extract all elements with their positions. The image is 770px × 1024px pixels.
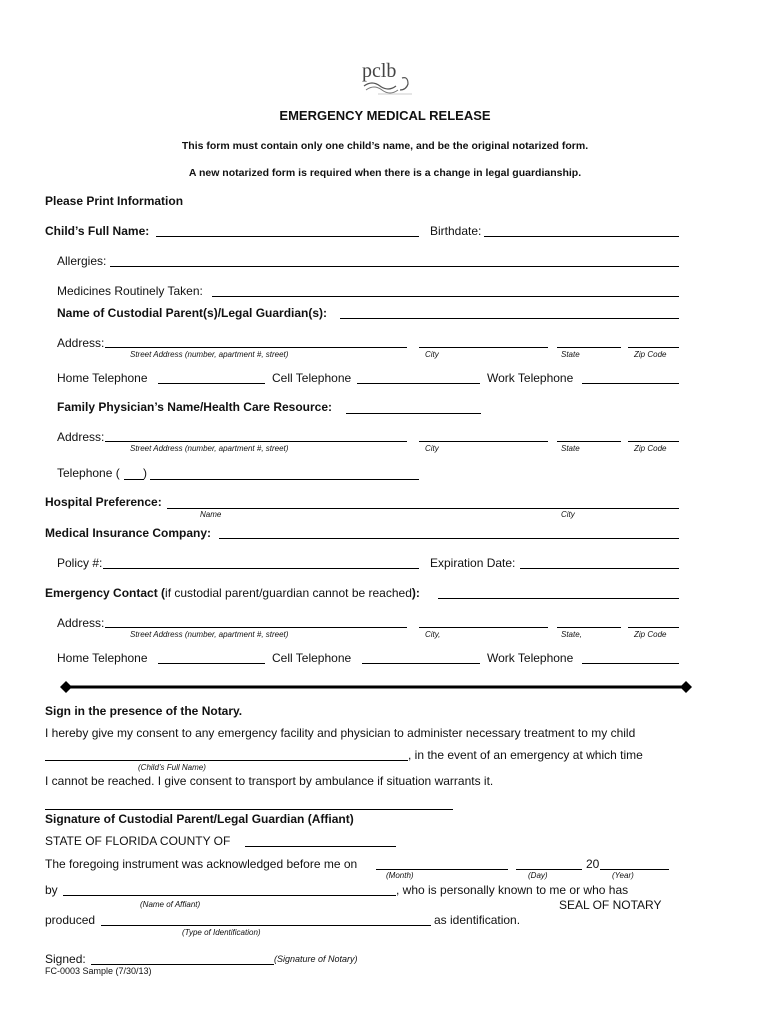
physician-city-field[interactable] [419,441,548,442]
insurance-field[interactable] [219,538,679,539]
day-caption: (Day) [528,871,548,880]
produced-label: produced [45,913,96,927]
allergies-label: Allergies: [57,254,107,268]
affiant-signature-label: Signature of Custodial Parent/Legal Guardian (Affiant) [45,812,354,826]
zip-caption: Zip Code [634,444,667,453]
hospital-field[interactable] [167,508,679,509]
emergency-street-field[interactable] [105,627,407,628]
form-id: FC-0003 Sample (7/30/13) [45,966,152,976]
emergency-home-tel-label: Home Telephone [57,651,148,665]
emergency-cell-tel-field[interactable] [362,663,480,664]
consent-line-two: , in the event of an emergency at which time [408,748,643,762]
signed-label: Signed: [45,952,86,966]
physician-telephone-field[interactable] [150,479,419,480]
guardian-street-field[interactable] [105,347,407,348]
guardian-home-tel-field[interactable] [158,383,265,384]
emergency-address-label: Address: [57,616,105,630]
logo-wave-icon [358,60,418,96]
emergency-zip-field[interactable] [628,627,679,628]
emergency-contact-field[interactable] [438,598,679,599]
city-caption: City [425,350,439,359]
physician-name-field[interactable] [346,413,481,414]
expiration-label: Expiration Date: [430,556,516,570]
physician-telephone-label: Telephone ( [57,466,120,480]
birthdate-field[interactable] [484,236,679,237]
emergency-city-field[interactable] [419,627,548,628]
logo-text: pclb [362,60,397,82]
emergency-contact-label: Emergency Contact (if custodial parent/guardian cannot be reached): [45,586,420,600]
emergency-cell-tel-label: Cell Telephone [272,651,352,665]
emergency-home-tel-field[interactable] [158,663,265,664]
street-caption: Street Address (number, apartment #, street) [130,444,289,453]
notary-signature-caption: (Signature of Notary) [274,954,358,964]
state-caption: State [561,350,580,359]
consent-line-one: I hereby give my consent to any emergency facility and physician to administer necessary treatment to my child [45,726,636,740]
identification-field[interactable] [101,925,431,926]
physician-name-label: Family Physician’s Name/Health Care Resource: [57,400,333,414]
guardian-cell-tel-label: Cell Telephone [272,371,352,385]
street-caption: Street Address (number, apartment #, street) [130,630,289,639]
form-title: EMERGENCY MEDICAL RELEASE [279,108,491,123]
identification-text: as identification. [434,913,521,927]
guardian-work-tel-label: Work Telephone [487,371,574,385]
policy-label: Policy #: [57,556,103,570]
affiant-name-caption: (Name of Affiant) [140,900,201,909]
emergency-state-field[interactable] [557,627,621,628]
guardian-city-field[interactable] [419,347,548,348]
year-field[interactable] [600,869,669,870]
guardian-home-tel-label: Home Telephone [57,371,148,385]
consent-heading: Sign in the presence of the Notary. [45,704,243,718]
pclb-logo [358,60,418,96]
street-caption: Street Address (number, apartment #, street) [130,350,289,359]
state-caption: State, [561,630,582,639]
month-field[interactable] [376,869,508,870]
guardian-zip-field[interactable] [628,347,679,348]
seal-of-notary: SEAL OF NOTARY [559,898,662,912]
state-county-label: STATE OF FLORIDA COUNTY OF [45,834,231,848]
year-caption: (Year) [612,871,634,880]
hospital-label: Hospital Preference: [45,495,162,509]
emergency-work-tel-label: Work Telephone [487,651,574,665]
county-field[interactable] [245,846,396,847]
year-prefix: 20 [586,857,600,871]
day-field[interactable] [516,869,582,870]
child-name-caption: (Child’s Full Name) [138,763,206,772]
acknowledged-label: The foregoing instrument was acknowledged before me on [45,857,358,871]
insurance-label: Medical Insurance Company: [45,526,212,540]
hospital-city-caption: City [561,510,575,519]
physician-zip-field[interactable] [628,441,679,442]
physician-street-field[interactable] [105,441,407,442]
expiration-field[interactable] [520,568,679,569]
guardian-name-label: Name of Custodial Parent(s)/Legal Guardian(s): [57,306,328,320]
guardian-work-tel-field[interactable] [582,383,679,384]
telephone-paren-close: ) [143,466,147,480]
physician-address-label: Address: [57,430,105,444]
affiant-name-field[interactable] [63,895,396,896]
affiant-signature-field[interactable] [45,809,453,810]
personally-known-text: , who is personally known to me or who has [396,883,629,897]
month-caption: (Month) [386,871,414,880]
policy-field[interactable] [103,568,419,569]
guardian-state-field[interactable] [557,347,621,348]
physician-state-field[interactable] [557,441,621,442]
emergency-work-tel-field[interactable] [582,663,679,664]
note-one: This form must contain only one child’s name, and be the original notarized form. [181,140,589,152]
child-name-field[interactable] [156,236,419,237]
medicines-label: Medicines Routinely Taken: [57,284,203,298]
city-caption: City, [425,630,441,639]
consent-child-name-field[interactable] [45,760,408,761]
guardian-address-label: Address: [57,336,105,350]
guardian-cell-tel-field[interactable] [357,383,480,384]
zip-caption: Zip Code [634,630,667,639]
hospital-name-caption: Name [200,510,222,519]
city-caption: City [425,444,439,453]
note-two: A new notarized form is required when there is a change in legal guardianship. [188,167,582,179]
by-label: by [45,883,58,897]
please-print-heading: Please Print Information [45,194,184,208]
medicines-field[interactable] [212,296,679,297]
zip-caption: Zip Code [634,350,667,359]
allergies-field[interactable] [110,266,679,267]
identification-caption: (Type of Identification) [182,928,261,937]
state-caption: State [561,444,580,453]
physician-area-code-field[interactable] [124,479,144,480]
consent-line-three: I cannot be reached. I give consent to transport by ambulance if situation warrants it. [45,774,494,788]
child-name-label: Child’s Full Name: [45,224,150,238]
section-divider [60,681,692,693]
guardian-name-field[interactable] [340,318,679,319]
notary-signature-field[interactable] [91,964,274,965]
birthdate-label: Birthdate: [430,224,482,238]
